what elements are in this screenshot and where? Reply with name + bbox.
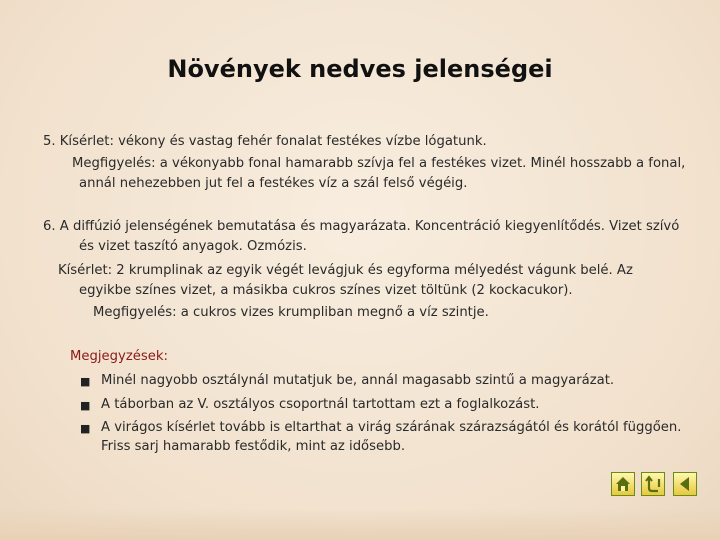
- experiment6-line1: 6. A diffúzió jelenségének bemutatása és magyarázata. Koncentráció kiegyenlítődés. Vizet szívó: [43, 219, 680, 234]
- home-button[interactable]: [611, 472, 635, 496]
- bullet-icon: ■: [80, 422, 91, 435]
- note-item: Minél nagyobb osztálynál mutatjuk be, annál magasabb szintű a magyarázat.: [101, 373, 615, 388]
- note-item: A táborban az V. osztályos csoportnál tartottam ezt a foglalkozást.: [101, 397, 540, 412]
- bullet-icon: ■: [80, 399, 91, 412]
- bottom-band: [0, 508, 720, 540]
- experiment6-line4: egyikbe színes vizet, a másikba cukros színes vizet töltünk (2 kockacukor).: [79, 283, 573, 298]
- note-item: A virágos kísérlet tovább is eltarthat a virág szárának szárazságától és korától függően.: [101, 420, 682, 435]
- return-icon: [642, 473, 664, 495]
- experiment5-line1: 5. Kísérlet: vékony és vastag fehér fonalat festékes vízbe lógatunk.: [43, 134, 487, 149]
- experiment5-line2: Megfigyelés: a vékonyabb fonal hamarabb szívja fel a festékes vizet. Minél hosszabb a fonal,: [72, 156, 686, 171]
- back-button[interactable]: [673, 472, 697, 496]
- experiment6-line2: és vizet taszító anyagok. Ozmózis.: [79, 239, 307, 254]
- page-title: Növények nedves jelenségei: [167, 55, 553, 83]
- home-icon: [612, 473, 634, 495]
- back-icon: [674, 473, 696, 495]
- experiment6-line5: Megfigyelés: a cukros vizes krumpliban megnő a víz szintje.: [93, 305, 489, 320]
- note-item-continuation: Friss sarj hamarabb festődik, mint az idősebb.: [101, 439, 406, 454]
- return-button[interactable]: [641, 472, 665, 496]
- experiment5-line3: annál nehezebben jut fel a festékes víz a szál felső végéig.: [79, 176, 468, 191]
- bullet-icon: ■: [80, 375, 91, 388]
- experiment6-line3: Kísérlet: 2 krumplinak az egyik végét levágjuk és egyforma mélyedést vágunk belé. Az: [58, 263, 633, 278]
- notes-heading: Megjegyzések:: [70, 349, 168, 364]
